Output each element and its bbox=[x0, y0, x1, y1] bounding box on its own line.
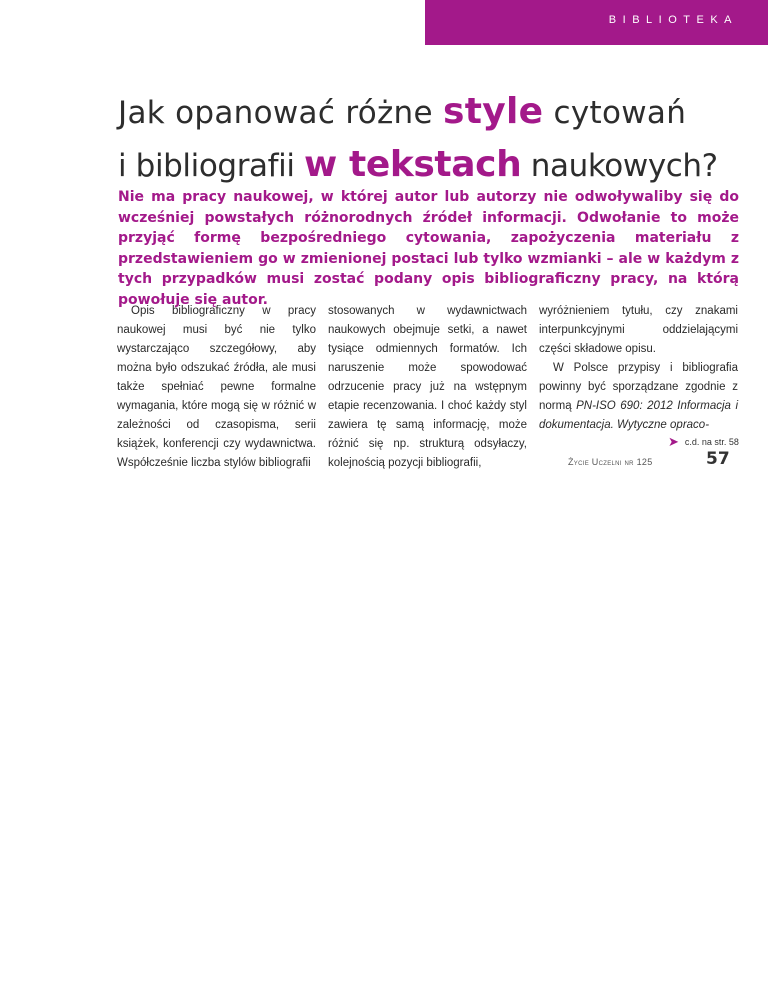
page-number: 57 bbox=[706, 449, 730, 469]
article-title bbox=[118, 86, 738, 192]
norm-citation: PN-ISO 690: 2012 Informacja i dokumentacja. Wytyczne opraco- bbox=[539, 400, 739, 431]
section-label: BIBLIOTEKA bbox=[608, 14, 738, 26]
body-columns bbox=[117, 302, 739, 472]
body-column-1 bbox=[117, 302, 316, 472]
body-text: W Polsce przypisy i bibliografia powinny być sporządzane zgodnie z normą bbox=[539, 362, 738, 412]
arrow-right-icon: ➤ bbox=[668, 434, 679, 449]
body-paragraph bbox=[539, 359, 738, 435]
continued-note bbox=[668, 434, 739, 449]
title-text: cytowań bbox=[543, 95, 687, 131]
continued-label: c.d. na str. 58 bbox=[684, 437, 739, 447]
title-line-1 bbox=[118, 86, 738, 139]
section-header-tab bbox=[425, 0, 768, 45]
title-text: i bibliografii bbox=[118, 148, 305, 184]
title-accent: style bbox=[443, 91, 544, 132]
lead-paragraph: Nie ma pracy naukowej, w której autor lub autorzy nie odwoływaliby się do wcześniej powstałych różnorodnych źródeł informacji. Odwołanie to może przyjąć formę bezpośredniego cytowania, zapożyczenia materiału z przedstawieniem go w zmienionej postaci lub tylko wzmianki – ale w każdym z tych przypadków musi zostać podany opis bibliograficzny pracy, na którą powołuje się autor. bbox=[118, 189, 739, 308]
body-column-2 bbox=[328, 302, 527, 472]
title-text: naukowych? bbox=[521, 148, 718, 184]
title-text: Jak opanować różne bbox=[118, 95, 444, 131]
body-paragraph: Opis bibliograficzny w pracy naukowej musi być nie tylko wystarczająco szczegółowy, aby można było odszukać źródła, ale musi także spełniać pewne formalne wymagania, które mogą się w różnić w zależności od czasopisma, serii książek, konferencji czy wydawnictwa. Współcześnie liczba stylów bibliografii bbox=[117, 305, 316, 469]
title-line-2 bbox=[118, 139, 738, 192]
title-accent: w tekstach bbox=[304, 144, 522, 185]
body-paragraph: stosowanych w wydawnictwach naukowych obejmuje setki, a nawet tysiące odmiennych formatów. Ich naruszenie może spowodować odrzucenie pracy już na wstępnym etapie recenzowania. I choć każdy styl zawiera tę samą informację, może różnić się np. strukturą odsyłaczy, kolejnością pozycji bibliografii, bbox=[328, 305, 527, 469]
journal-name: Życie Uczelni nr 125 bbox=[568, 457, 653, 467]
body-paragraph: wyróżnieniem tytułu, czy znakami interpunkcyjnymi oddzielającymi części składowe opisu. bbox=[539, 305, 738, 355]
